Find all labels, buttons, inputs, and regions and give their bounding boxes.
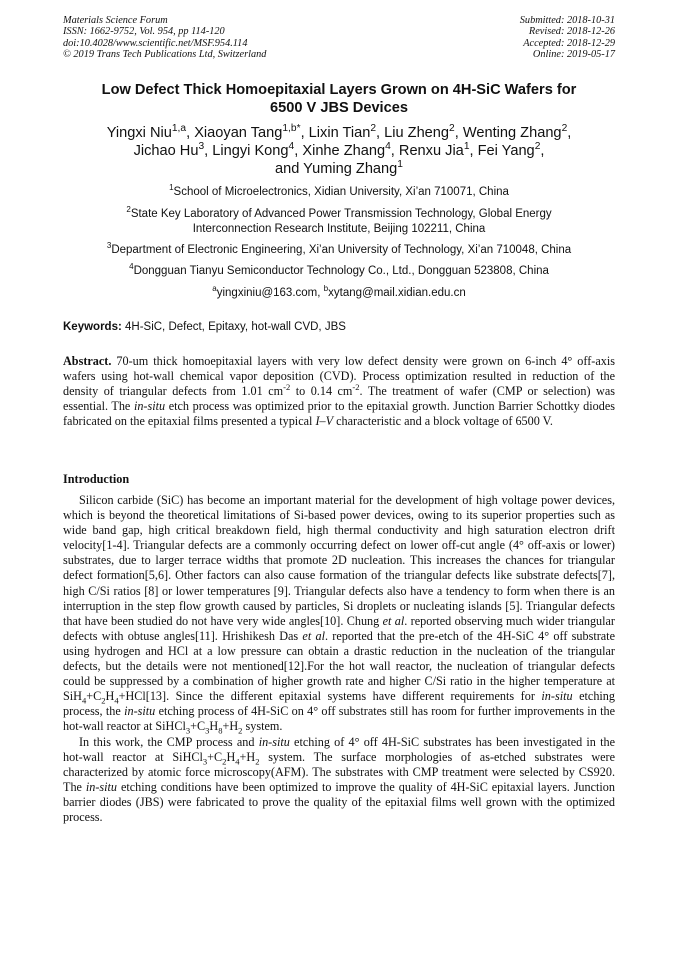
italic-term: in-situ <box>258 734 290 749</box>
subscript: 4 <box>114 695 119 706</box>
email-a[interactable]: yingxiniu@163.com, <box>216 287 321 299</box>
issn-line: ISSN: 1662-9752, Vol. 954, pp 114-120 <box>63 26 225 38</box>
author-conjunction: and <box>275 161 300 177</box>
body-text: +HCl[13]. Since the different epitaxial systems have different requirements for <box>118 689 542 704</box>
body-text: H <box>105 689 115 704</box>
body-text: etching process of 4H-SiC on 4° off substrates still has room for further improvements in the hot-wall reactor at SiHCl <box>63 704 615 734</box>
email-line <box>55 286 623 301</box>
subscript: 4 <box>81 695 87 706</box>
italic-term: in-situ <box>85 779 118 794</box>
author-name: Lixin Tian <box>308 125 371 141</box>
title-line-1: Low Defect Thick Homoepitaxial Layers Grown on 4H-SiC Wafers for <box>101 82 577 98</box>
affiliation-3 <box>55 243 623 258</box>
affil-number: 2 <box>126 205 131 215</box>
abstract-text: 70-um thick homoepitaxial layers with very low defect density were grown on 6-inch 4° off-axis wafers using hot-wall chemical vapor deposition (CVD). Process optimization resulted in reduction of the density of triangular defects from 1.01 cm <box>63 354 615 399</box>
author-name: Wenting Zhang <box>462 125 562 141</box>
affil-text: Dongguan Tianyu Semiconductor Technology Co., Ltd., Dongguan 523808, China <box>133 265 549 277</box>
author-name: Yuming Zhang <box>303 161 398 177</box>
doi-line[interactable]: doi:10.4028/www.scientific.net/MSF.954.114 <box>63 37 248 49</box>
italic-term: in-situ <box>133 399 166 414</box>
body-text: +C <box>190 719 206 734</box>
accepted-date: Accepted: 2018-12-29 <box>523 37 615 49</box>
subscript: 3 <box>205 725 210 736</box>
copyright-line: © 2019 Trans Tech Publications Ltd, Switzerland <box>63 49 267 61</box>
author-affil: 2 <box>561 123 568 135</box>
authors-line-1: Yingxi Niu$^{1,a}$, Xiaoyan Tang$^{1,b*}$, Lixin Tian$^2$, Liu Zheng$^2$, Wenting Zhang$^2$, <box>106 123 572 141</box>
affil-text: Department of Electronic Engineering, Xi’an University of Technology, Xi’an 710048, China <box>111 244 572 256</box>
superscript: -2 <box>352 382 360 393</box>
title-line-2: 6500 V JBS Devices <box>270 100 408 116</box>
affil-number: 4 <box>129 262 134 272</box>
affil-number: 3 <box>106 241 112 251</box>
author-affil: 2 <box>449 123 455 135</box>
author-name: Renxu Jia <box>398 143 464 159</box>
body-text: etching of 4° off 4H-SiC substrates has been investigated in the hot-wall reactor at SiHCl <box>63 734 615 764</box>
affiliation-4 <box>55 264 623 279</box>
affiliation-2 <box>55 207 623 236</box>
author-affil: 2 <box>534 141 541 153</box>
author-name: Fei Yang <box>477 143 535 159</box>
subscript: 8 <box>218 725 223 736</box>
author-name: Yingxi Niu <box>106 125 172 141</box>
body-text: +H <box>222 719 239 734</box>
abstract-text: etch process was optimized prior to the epitaxial growth. Junction Barrier Schottky diodes fabricated on the epitaxial films presented a typical <box>63 399 615 429</box>
intro-paragraph-2 <box>63 735 615 826</box>
body-text: H <box>209 719 219 734</box>
journal-header <box>63 15 266 61</box>
email-marker: b <box>323 284 329 294</box>
keywords-text: 4H-SiC, Defect, Epitaxy, hot-wall CVD, JBS <box>125 321 346 333</box>
author-affil: 3 <box>198 141 205 153</box>
subscript: 2 <box>238 725 243 736</box>
keywords-label: Keywords: <box>63 321 122 333</box>
affil-text: School of Microelectronics, Xidian University, Xi’an 710071, China <box>173 186 509 198</box>
affil-text: State Key Laboratory of Advanced Power Transmission Technology, Global Energy <box>130 208 552 220</box>
author-affil: 1 <box>397 159 403 171</box>
body-text: . reported observing much wider triangular defects with obtuse angles[11]. Hrishikesh Das <box>63 613 615 643</box>
italic-term: I–V <box>315 414 334 429</box>
author-affil: 4 <box>288 141 295 153</box>
section-heading-introduction: Introduction <box>63 472 130 486</box>
author-affil: 1,b* <box>282 123 301 135</box>
introduction-body <box>63 493 615 825</box>
abstract-text: to 0.14 cm <box>290 384 353 399</box>
italic-term: in-situ <box>541 689 573 704</box>
subscript: 3 <box>202 756 208 767</box>
italic-term: et al <box>382 613 405 628</box>
email-b[interactable]: xytang@mail.xidian.edu.cn <box>328 287 466 299</box>
author-affil: 1,a <box>171 123 187 135</box>
author-list <box>40 124 638 178</box>
body-text: In this work, the CMP process and <box>79 734 259 749</box>
author-affil: 2 <box>370 123 377 135</box>
body-text: +H <box>239 749 256 764</box>
author-name: Xinhe Zhang <box>302 143 386 159</box>
abstract-label: Abstract. <box>63 354 112 368</box>
body-text: etching conditions have been optimized to improve the quality of 4H-SiC epitaxial layers. Junction barrier diodes (JBS) were fabricated to prove the quality of the epitaxial films well grown with the optimized process. <box>63 779 615 824</box>
author-name: Jichao Hu <box>133 143 199 159</box>
body-text: system. The surface morphologies of as-etched substrates were characterized by atomic force microscopy(AFM). The substrates with CMP treatment were selected by CS920. The <box>63 749 615 794</box>
paper-title <box>50 81 628 117</box>
author-affil: 1 <box>463 141 470 153</box>
body-text: +C <box>86 689 102 704</box>
body-text: etching process, the <box>63 689 615 719</box>
subscript: 2 <box>101 695 106 706</box>
body-text: H <box>226 749 236 764</box>
subscript: 2 <box>255 756 260 767</box>
online-date: Online: 2019-05-17 <box>532 49 615 61</box>
intro-paragraph-1 <box>63 493 615 735</box>
italic-term: et al <box>302 628 325 643</box>
revised-date: Revised: 2018-12-26 <box>528 26 615 38</box>
abstract-text: characteristic and a block voltage of 6500 V. <box>333 414 553 429</box>
authors-line-2: Jichao Hu$^3$, Lingyi Kong$^4$, Xinhe Zhang$^4$, Renxu Jia$^1$, Fei Yang$^2$, <box>133 141 545 159</box>
body-text: Silicon carbide (SiC) has become an important material for the development of high voltage power devices, which is beyond the theoretical limitations of Si-based power devices, owing to its superior properties such as wide band gap, high critical breakdown field, high thermal conductivity and high saturation electron drift velocity[1-4]. Triangular defects are a commonly occurring defect on lower off-cut angle (4° off-axis or lower) substrates, due to larger terrace widths that promote 2D nucleation. This increases the chances for triangular defect formation[5,6]. Other factors can also cause formation of the triangular defects like substrate defects[7], high C/Si ratios [8] or lower temperatures [9]. Triangular defects also have a tendency to form when there is an interruption in the step flow growth caused by particles, Si droplets or nucleating islands [5]. Triangular defects that have been studied do not have very wide angles[10]. Chung <box>63 493 615 628</box>
author-name: Xiaoyan Tang <box>194 125 283 141</box>
abstract-text: . The treatment of wafer (CMP or selection) was essential. The <box>63 384 616 414</box>
body-text: +C <box>207 749 223 764</box>
body-text: system. <box>242 719 283 734</box>
subscript: 3 <box>185 725 191 736</box>
email-marker: a <box>212 284 217 294</box>
author-name: Liu Zheng <box>384 125 450 141</box>
body-text: . reported that the pre-etch of the 4H-SiC 4° off substrate using hydrogen and HCl at a low pressure can obtain a drastic reduction in the nucleation of the triangular defects, but the details were not mentioned[12].For the hot wall reactor, the nucleation of triangular defects could be suppressed by a combination of higher growth rate and higher C/Si ratio in the higher temperature at SiH <box>63 628 615 704</box>
submitted-date: Submitted: 2018-10-31 <box>519 15 615 26</box>
affiliation-1 <box>55 185 623 200</box>
journal-name: Materials Science Forum <box>63 15 168 26</box>
author-affil: 4 <box>385 141 391 153</box>
authors-line-3 <box>40 160 638 178</box>
author-name: Lingyi Kong <box>212 143 289 159</box>
subscript: 2 <box>222 756 227 767</box>
subscript: 4 <box>235 756 240 767</box>
dates-header <box>520 15 615 61</box>
italic-term: in-situ <box>124 704 156 719</box>
superscript: -2 <box>283 382 291 393</box>
abstract <box>63 354 615 429</box>
keywords <box>63 320 615 334</box>
affil-number: 1 <box>169 183 174 193</box>
affil-text: Interconnection Research Institute, Beijing 102211, China <box>192 222 486 235</box>
